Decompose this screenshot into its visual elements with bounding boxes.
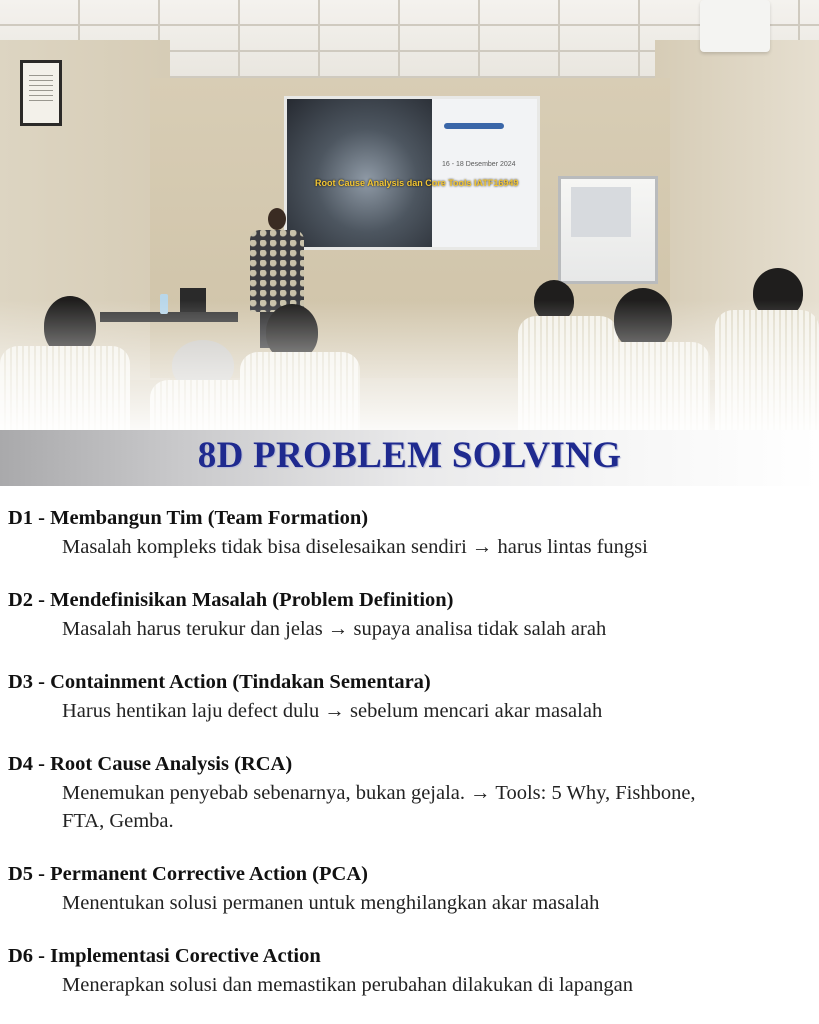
steps-list bbox=[8, 504, 813, 1024]
photo-fade-overlay bbox=[0, 300, 819, 430]
step-d1 bbox=[8, 504, 813, 561]
step-description: Masalah kompleks tidak bisa diselesaikan sendiri → harus lintas fungsi bbox=[62, 536, 648, 558]
step-d5 bbox=[8, 860, 813, 917]
step-d3 bbox=[8, 668, 813, 725]
step-description: Menentukan solusi permanen untuk menghilangkan akar masalah bbox=[62, 892, 600, 914]
step-description: Harus hentikan laju defect dulu → sebelum mencari akar masalah bbox=[62, 700, 603, 722]
step-title: D6 - Implementasi Corective Action bbox=[8, 945, 321, 967]
wall-frame bbox=[20, 60, 62, 126]
step-description: Menerapkan solusi dan memastikan perubahan dilakukan di lapangan bbox=[62, 974, 633, 996]
step-d2 bbox=[8, 586, 813, 643]
step-description: Menemukan penyebab sebenarnya, bukan gejala. → Tools: 5 Why, Fishbone, FTA, Gemba. bbox=[62, 782, 696, 832]
step-title: D4 - Root Cause Analysis (RCA) bbox=[8, 753, 293, 775]
step-title: D3 - Containment Action (Tindakan Sementara) bbox=[8, 671, 431, 693]
step-d6 bbox=[8, 942, 813, 999]
slide-date: 16 - 18 Desember 2024 bbox=[442, 161, 516, 168]
step-title: D5 - Permanent Corrective Action (PCA) bbox=[8, 863, 368, 885]
step-d4 bbox=[8, 750, 813, 835]
step-title: D1 - Membangun Tim (Team Formation) bbox=[8, 507, 369, 529]
step-description: Masalah harus terukur dan jelas → supaya analisa tidak salah arah bbox=[62, 618, 607, 640]
projector-screen bbox=[284, 96, 540, 250]
title-banner bbox=[0, 430, 819, 486]
classroom-photo bbox=[0, 0, 819, 430]
slide-title: Root Cause Analysis dan Core Tools IATF16949 bbox=[315, 178, 519, 188]
page-title: 8D PROBLEM SOLVING bbox=[197, 435, 622, 476]
air-conditioner bbox=[700, 0, 770, 52]
whiteboard bbox=[558, 176, 658, 284]
step-title: D2 - Mendefinisikan Masalah (Problem Definition) bbox=[8, 589, 454, 611]
slide-panel bbox=[432, 99, 537, 247]
slide-logo bbox=[444, 123, 504, 129]
